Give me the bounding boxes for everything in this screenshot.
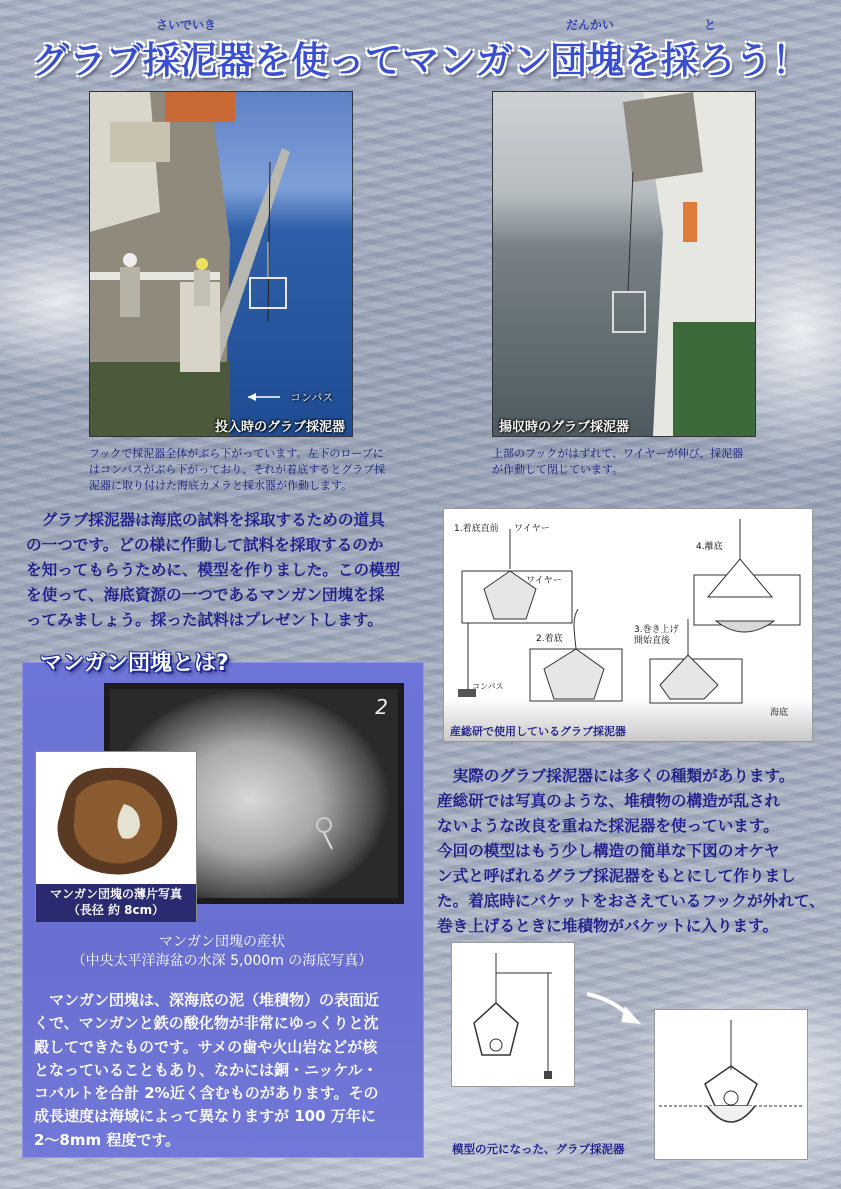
nodule-thin-section-card <box>35 751 197 921</box>
compass-weight-icon <box>304 811 344 851</box>
actual-line: ン式と呼ばれるグラブ採泥器をもとにして作りまし <box>437 867 796 885</box>
photo-right-caption <box>492 446 802 478</box>
diagram-compass-label: コンパス <box>472 682 504 691</box>
actual-sampler-text <box>437 764 829 939</box>
photo-recovery <box>492 91 756 437</box>
compass-label: コンパス <box>290 391 334 404</box>
okeyan-sampler-drawing-closed <box>654 1009 808 1160</box>
photo-deployment <box>89 91 353 437</box>
caption-line: フックで採泥器全体がぶら下がっています。左下のロープに <box>89 447 384 460</box>
nodule-caption-line: （長径 約 8cm） <box>67 903 165 917</box>
manganese-line: 殿してできたものです。サメの歯や火山岩などが核 <box>34 1037 378 1056</box>
manganese-line: マンガン団塊は、深海底の泥（堆積物）の表面近 <box>34 991 380 1009</box>
operation-steps-diagram <box>444 509 812 741</box>
manganese-line: となっていることもあり、なかには銅・ニッケル・ <box>34 1060 378 1079</box>
caption-line: 泥器に取り付けた海底カメラと採水器が作動します。 <box>89 479 353 492</box>
nodule-caption <box>36 884 196 922</box>
manganese-line: 成長速度は海域によって異なりますが 100 万年に <box>34 1107 376 1126</box>
ship-side-illustration <box>493 92 755 436</box>
diagram-step4-label: 4.離底 <box>696 542 723 552</box>
frame-number: 2 <box>375 695 388 719</box>
photo-left-label: 投入時のグラブ採泥器 <box>215 420 346 435</box>
intro-text <box>26 508 426 633</box>
sampler-closed-sketch <box>655 1010 807 1159</box>
seafloor-photo-caption <box>22 933 422 971</box>
diagram-caption: 産総研で使用しているグラブ採泥器 <box>450 725 626 738</box>
photo-right-label: 揚収時のグラブ採泥器 <box>499 420 630 435</box>
actual-line: ないような改良を重ねた採泥器を使っています。 <box>437 817 779 835</box>
ship-deck-illustration <box>90 92 352 436</box>
actual-line: 産総研では写真のような、堆積物の構造が乱され <box>437 792 781 810</box>
grab-sampler-diagram <box>443 508 813 742</box>
ruby-saideiki: さいでいき <box>156 18 217 32</box>
diagram-step2-label: 2.着底 <box>536 634 563 644</box>
seafloor-caption-line: （中央太平洋海盆の水深 5,000m の海底写真） <box>71 953 373 969</box>
model-caption: 模型の元になった、グラブ採泥器 <box>452 1142 625 1156</box>
diagram-step1-label: 1.着底直前 <box>454 524 499 534</box>
photo-left-caption <box>89 446 399 494</box>
diagram-step3-line: 3.巻き上げ <box>634 625 679 635</box>
intro-line: を知ってもらうために、模型を作りました。この模型 <box>26 561 401 579</box>
seafloor-caption-line: マンガン団塊の産状 <box>159 934 285 950</box>
intro-line: の一つです。どの様に作動して試料を採取するのか <box>26 536 384 554</box>
diagram-step3-line: 開始直後 <box>634 636 671 646</box>
intro-line: ってみましょう。採った試料はプレゼントします。 <box>26 611 383 629</box>
actual-line: 巻き上げるときに堆積物がバケットに入ります。 <box>437 917 779 935</box>
transition-arrow-icon <box>585 990 645 1030</box>
manganese-line: コバルトを合計 2%近く含むものがあります。その <box>34 1084 379 1103</box>
actual-line: た。着底時にバケットをおさえているフックが外れて、 <box>437 892 825 910</box>
diagram-wire-label-1: ワイヤー <box>514 524 550 534</box>
ruby-dankai: だんかい <box>566 18 615 32</box>
caption-line: が作動して閉じています。 <box>492 463 624 476</box>
manganese-heading: マンガン団塊とは? <box>40 651 229 676</box>
nodule-caption-line: マンガン団塊の薄片写真 <box>49 887 182 901</box>
manganese-body-text <box>34 989 424 1152</box>
diagram-seafloor-label: 海底 <box>770 708 789 718</box>
manganese-line: くで、マンガンと鉄の酸化物が非常にゆっくりと沈 <box>34 1014 379 1033</box>
caption-line: はコンパスがぶら下がっており、それが着底するとグラブ採 <box>89 463 386 476</box>
page-title: グラブ採泥器を使ってマンガン団塊を採ろう！ <box>32 39 809 82</box>
okeyan-sampler-drawing-open <box>451 942 575 1087</box>
intro-line: グラブ採泥器は海底の試料を採取するための道具 <box>26 511 385 529</box>
actual-line: 今回の模型はもう少し構造の簡単な下図のオケヤ <box>437 842 780 860</box>
actual-line: 実際のグラブ採泥器には多くの種類があります。 <box>437 767 795 785</box>
intro-line: を使って、海底資源の一つであるマンガン団塊を採 <box>26 586 385 604</box>
diagram-wire-label-2: ワイヤー <box>526 576 562 586</box>
diagram-step3-label <box>634 625 679 647</box>
caption-line: 上部のフックがはずれて、ワイヤーが伸び、採泥器 <box>492 447 744 460</box>
manganese-line: 2〜8mm 程度です。 <box>34 1130 181 1149</box>
ruby-to: と <box>704 18 717 32</box>
nodule-thin-section-image <box>36 752 196 882</box>
sampler-open-sketch <box>452 943 574 1086</box>
